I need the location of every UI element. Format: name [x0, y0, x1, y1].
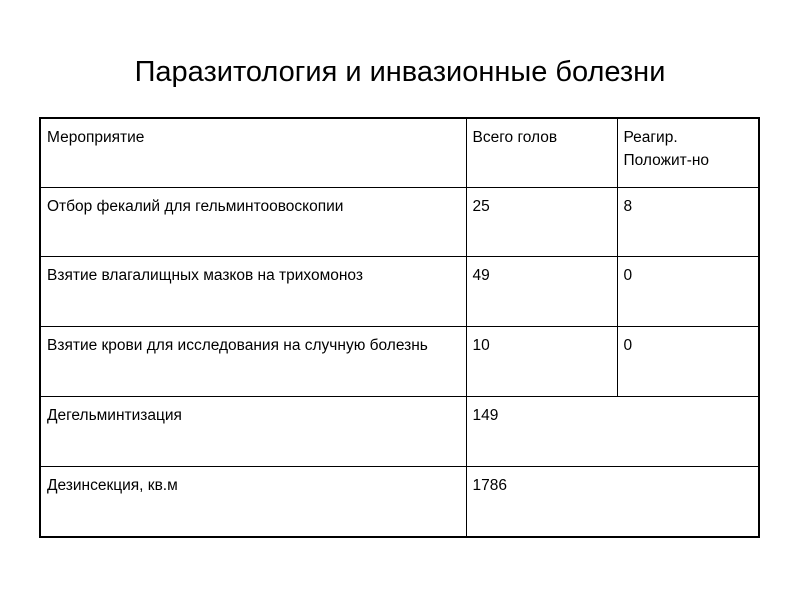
- header-total: [466, 118, 617, 187]
- cell-event-text: Дезинсекция, кв.м: [47, 476, 178, 494]
- header-positive-text: Реагир. Положит-но: [623, 129, 710, 169]
- table-row: [40, 466, 759, 537]
- table-row: [40, 256, 759, 326]
- cell-event: [40, 256, 466, 326]
- table-row: [40, 187, 759, 256]
- cell-total: [466, 256, 617, 326]
- cell-positive-text: 8: [623, 197, 633, 215]
- cell-event: [40, 187, 466, 256]
- table-header-row: [40, 118, 759, 187]
- cell-total-text: 10: [472, 336, 490, 354]
- cell-event: [40, 466, 466, 537]
- cell-positive: [617, 326, 759, 396]
- slide-title: Паразитология и инвазионные болезни: [134, 56, 666, 88]
- cell-total-text: 149: [472, 406, 499, 424]
- cell-event-text: Взятие влагалищных мазков на трихомоноз: [47, 266, 363, 284]
- cell-total: [466, 326, 617, 396]
- header-event-text: Мероприятие: [47, 129, 145, 146]
- cell-total: [466, 466, 759, 537]
- cell-event: [40, 326, 466, 396]
- cell-total: [466, 396, 759, 466]
- header-positive: [617, 118, 759, 187]
- cell-event-text: Отбор фекалий для гельминтоовоскопии: [47, 197, 344, 215]
- cell-positive-text: 0: [623, 266, 633, 284]
- cell-total-text: 49: [472, 266, 490, 284]
- cell-event-text: Дегельминтизация: [47, 406, 182, 424]
- table-row: [40, 396, 759, 466]
- cell-total-text: 25: [472, 197, 490, 215]
- cell-positive: [617, 256, 759, 326]
- cell-positive: [617, 187, 759, 256]
- cell-total: [466, 187, 617, 256]
- cell-positive-text: 0: [623, 336, 633, 354]
- data-table: [39, 117, 760, 538]
- header-total-text: Всего голов: [472, 129, 558, 146]
- header-event: [40, 118, 466, 187]
- cell-event-text: Взятие крови для исследования на случную болезнь: [47, 336, 428, 354]
- cell-total-text: 1786: [472, 476, 507, 494]
- table-row: [40, 326, 759, 396]
- cell-event: [40, 396, 466, 466]
